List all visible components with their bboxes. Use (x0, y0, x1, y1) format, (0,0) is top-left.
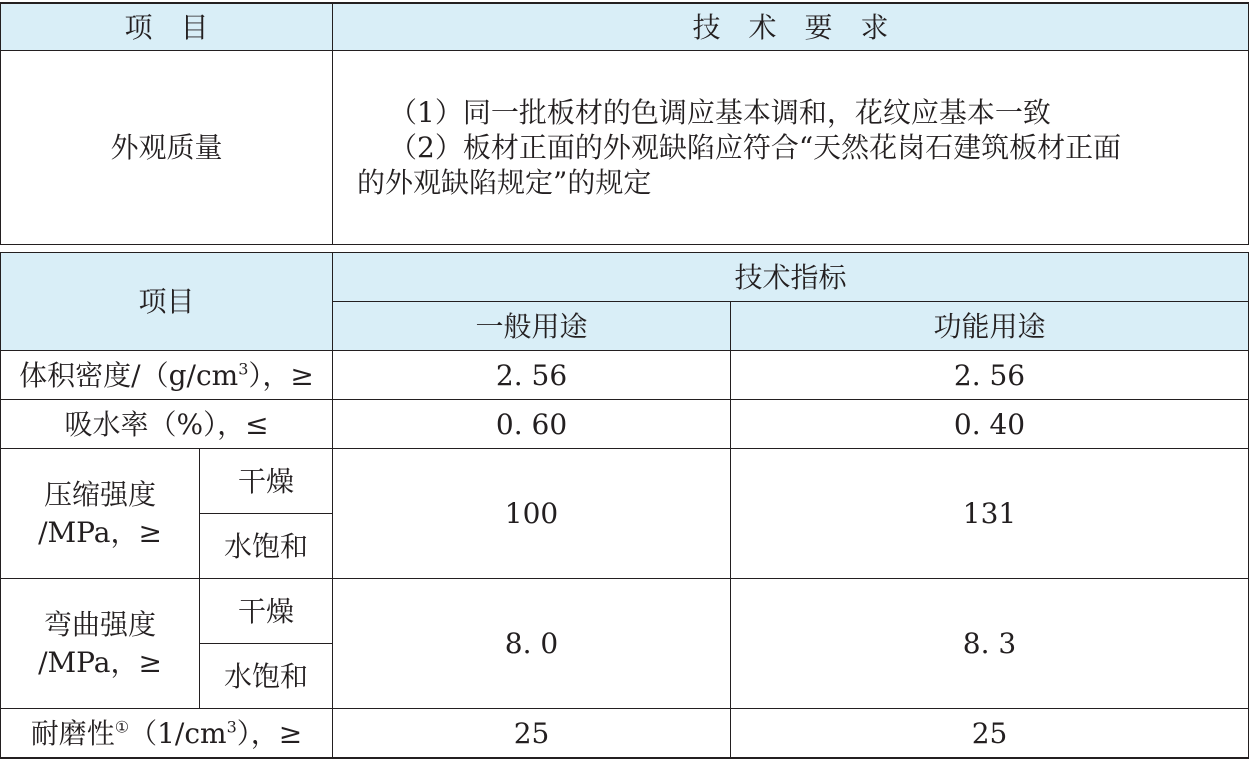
table-row (1, 449, 1249, 514)
header-requirements: 技 术 要 求 (333, 3, 1249, 51)
table-header-row (1, 253, 1249, 302)
sub-label-saturated: 水饱和 (200, 514, 333, 579)
row-label-compressive-strength: 压缩强度 /MPa，≥ (1, 449, 200, 579)
cell-value: 25 (731, 709, 1249, 759)
header-item: 项 目 (1, 3, 333, 51)
table-row (1, 351, 1249, 400)
row-label-abrasion-resistance: 耐磨性$^①(1/cm^3)$，≥ (1, 709, 333, 759)
requirement-line-2: （2）板材正面的外观缺陷应符合“天然花岗石建筑板材正面 (389, 131, 1122, 164)
requirement-line-3: 的外观缺陷规定”的规定 (357, 166, 652, 199)
cell-value: 8. 3 (731, 579, 1249, 709)
cell-value: 2. 56 (731, 351, 1249, 400)
table-row (1, 579, 1249, 644)
cell-value: 100 (333, 449, 731, 579)
cell-value: 0. 60 (333, 400, 731, 449)
table-row (1, 709, 1249, 759)
sub-label-dry: 干燥 (200, 449, 333, 514)
sub-label-saturated: 水饱和 (200, 644, 333, 709)
requirements-text (333, 51, 1249, 245)
cell-value: 25 (333, 709, 731, 759)
requirement-line-1: （1）同一批板材的色调应基本调和，花纹应基本一致 (389, 96, 1051, 129)
header-general-use: 一般用途 (333, 302, 731, 351)
table-row (1, 51, 1249, 245)
footnote-marker: ① (114, 717, 130, 737)
row-label-water-absorption: 吸水率（%），≤ (1, 400, 333, 449)
header-technical-index: 技术指标 (333, 253, 1249, 302)
item-appearance-quality: 外观质量 (1, 51, 333, 245)
cell-value: 2. 56 (333, 351, 731, 400)
table-header-row (1, 3, 1249, 51)
header-item: 项目 (1, 253, 333, 351)
appearance-quality-table (0, 2, 1249, 245)
table-row (1, 400, 1249, 449)
header-functional-use: 功能用途 (731, 302, 1249, 351)
cell-value: 0. 40 (731, 400, 1249, 449)
row-label-bulk-density: 体积密度$/(g/cm^3)$，≥ (1, 351, 333, 400)
sub-label-dry: 干燥 (200, 579, 333, 644)
cell-value: 8. 0 (333, 579, 731, 709)
technical-index-table (0, 252, 1249, 759)
row-label-flexural-strength: 弯曲强度 /MPa，≥ (1, 579, 200, 709)
cell-value: 131 (731, 449, 1249, 579)
